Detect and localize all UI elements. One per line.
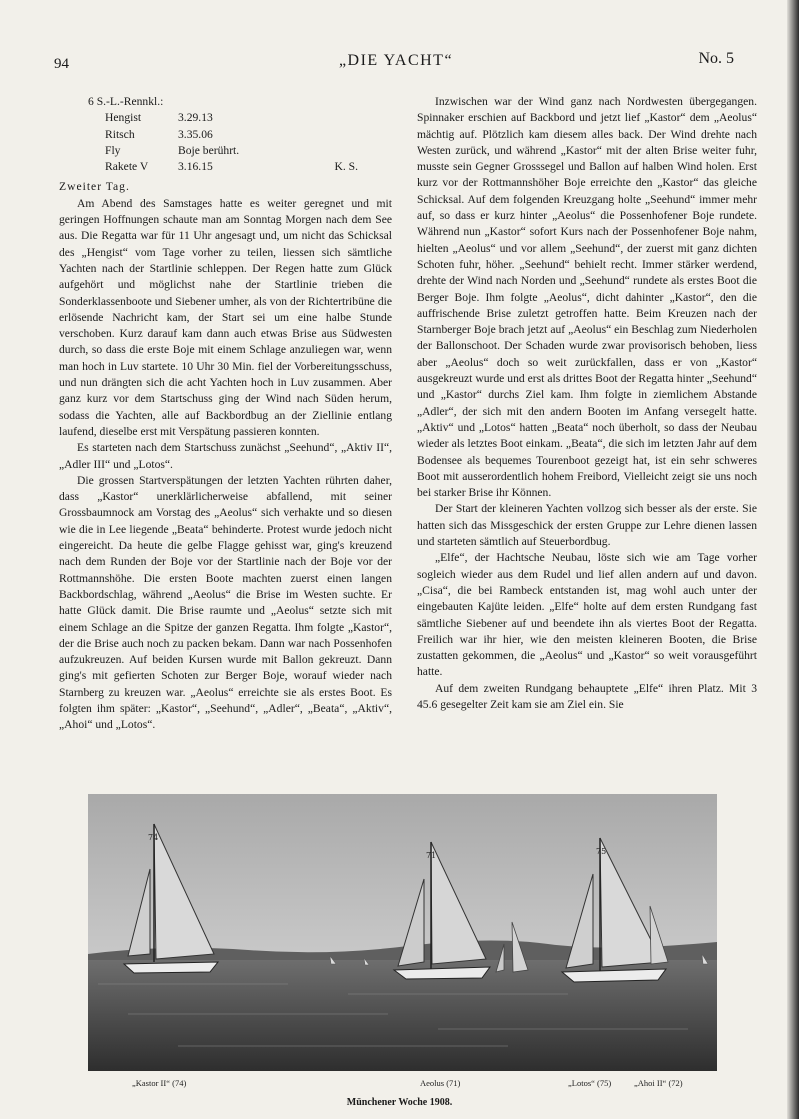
section-title: Zweiter Tag. <box>59 180 130 194</box>
result-value: 3.35.06 <box>178 127 213 141</box>
caption-lotos: „Lotos“ (75) <box>568 1078 612 1088</box>
running-title: „DIE YACHT“ <box>338 52 454 69</box>
left-column <box>59 94 392 734</box>
page-binding-shadow <box>787 0 799 1119</box>
regatta-photograph <box>88 794 717 1071</box>
result-name: Fly <box>105 143 121 157</box>
paragraph: „Elfe“, der Hachtsche Neubau, löste sich wie am Tage vorher sogleich wieder aus dem Rudel und lief allen andern auf und davon. „Cisa“, die bei Rambeck entstanden ist, mag wohl auch unter der eingebauten Kajüte leiden. „Elfe“ holte auf dem ersten Rundgang fast sämtliche Siebener auf und beendete ihn als viertes Boot der Regatta. Freilich war ihr hier, wie den meisten kleineren Booten, die Brise zustatten gekommen, die „Aeolus“ und „Kastor“ so weit vorausgeführt hatte. <box>417 551 757 679</box>
result-row <box>59 110 392 126</box>
sail-number: 71 <box>426 851 437 860</box>
paragraph: Am Abend des Samstages hatte es weiter geregnet und mit geringen Hoffnungen schaute man am Sonntag Morgen nach dem See aus. Die Regatta war für 11 Uhr angesagt und, um nicht das Schicksal des „Hengist“ vom Tage vorher zu teilen, liessen sich sämtliche Yachten nach der Startlinie schleppen. Der Regen hatte zum Glück aufgehört und möglichst nahe der Startlinie trieben die Sonderklassenboote und Siebener umher, als von der Richtertribüne die erlösende Nachricht kam, der Start sei um eine halbe Stunde verschoben. Kurz darauf kam dann auch etwas Brise aus Südwesten durch, so dass die erste Boje mit einem Schlage anzuliegen war, wenn man hoch in Luv startete. 10 Uhr 30 Min. fiel der Vorbereitungsschuss, und nun drängten sich die acht Yachten hoch in Luv zusammen. Aber ganz kurz vor dem Startschuss ging der Wind nach Süden herum, sodass die Yachten, alle auf Backbordbug an der Ziellinie entlang laufend, dieselbe erst mit Verspätung passieren konnten. <box>59 196 392 438</box>
photo-captions <box>88 1078 717 1092</box>
paragraph: Inzwischen war der Wind ganz nach Nordwesten übergegangen. Spinnaker erschien auf Backbord und jetzt lief „Kastor“ dem „Aeolus“ mächtig auf. Plötzlich kam diesem alles back. Der Wind drehte nach Westen zurück, und während „Kastor“ mit der alten Brise weiter fuhr, musste sein Gegner Grosssegel und Ballon auf halben Wind holen. Erst kurz vor der Rottmannshöher Boje erreichte den „Kastor“ das gleiche Schicksal. Auf dem folgenden Kreuzgang holte „Seehund“ immer mehr auf, so dass er kurz hinter „Aeolus“ die Possenhofener Boje rundete. Während nun „Kastor“ sofort Kurs nach der Possenhofener Boje nahm, hielten „Aeolus“ und vor allem „Seehund“, der zuerst mit ganz dichten Schoten fuhr, höher. „Seehund“ behielt recht. Immer stärker werdend, drehte der Wind nach Norden und „Seehund“ rundete als erstes Boot die Berger Boje. Ihm folgte „Aeolus“, dicht dahinter „Kastor“, den die auffrischende Brise zuletzt getroffen hatte. Beim Kreuzen nach der Starnberger Boje brach jetzt auf „Aeolus“ ein Beschlag zum Niederholen der Ballonschoot. Der Schaden wurde zwar provisorisch behoben, liess aber „Aeolus“ doch so weit zurückfallen, dass er von „Kastor“ ausgekreuzt wurde und erst als drittes Boot der Regatta hinter „Seehund“ und „Kastor“ durchs Ziel kam. Ihm folgte in ziemlichem Abstande „Adler“, der sich mit den andern Booten im Anfang versegelt hatte. „Aktiv“ und „Lotos“ hatten „Beata“ noch überholt, so dass der Neubau wieder als letztes Boot einkam. „Beata“, die sich im letzten Jahr auf dem Bodensee als bequemes Tourenboot gezeigt hat, ist ein sehr schweres Boot mit ausserordentlich hohem Freibord, Vielleicht zeigt sie uns noch bei starker Brise ihr Können. <box>417 95 757 500</box>
results-heading: 6 S.-L.-Rennkl.: <box>88 95 164 108</box>
author-initials: K. S. <box>334 160 358 174</box>
result-value: 3.29.13 <box>178 111 213 125</box>
paragraph: Auf dem zweiten Rundgang behauptete „Elfe“ ihren Platz. Mit 3 45.6 gesegelter Zeit kam sie am Ziel ein. Sie <box>417 681 757 711</box>
paragraph: Die grossen Startverspätungen der letzten Yachten rührten daher, dass „Kastor“ unerklärlicherweise abfallend, mit seiner Grossbaumnock am Vorstag des „Aeolus“ sich verhakte und so diesen wie die in Lee liegende „Beata“ behinderte. Protest wurde jedoch nicht eingereicht. Da heute die gelbe Flagge gehisst war, ging's kreuzend nach dem Runden der Boje vor der Startlinie nach der Boje vor der Rottmannshöhe. Die ersten Boote machten zuerst einen langen Backbordschlag, während „Aeolus“ die Brise im Westen suchte. Er hatte Glück damit. Die Brise raumte und „Aeolus“ setzte sich mit einem Schlage an die Spitze der ganzen Regatta. Ihm folgte „Kastor“, der die Brise auch noch zu packen bekam. Dann war nach Possenhofen aufzukreuzen. Auf beiden Kursen wurde mit Ballon gekreuzt. Dann ging's mit gefierten Schoten zur Berger Boje, worauf wieder nach Starnberg zu kreuzen war. „Aeolus“ erreichte sie als erstes Boot. Es folgten ihm später: „Kastor“, „Seehund“, „Adler“, „Beata“, „Aktiv“, „Ahoi“ und „Lotos“. <box>59 473 392 732</box>
caption-ahoi: „Ahoi II“ (72) <box>634 1078 683 1088</box>
result-name: Rakete V <box>105 160 149 174</box>
result-row <box>59 159 392 175</box>
paragraph: Der Start der kleineren Yachten vollzog sich besser als der erste. Sie hatten sich das Missgeschick der ersten Gruppe zur Lehre dienen lassen und starteten sämtlich auf Steuerbordbug. <box>417 502 757 549</box>
result-row <box>59 127 392 143</box>
sailboats-illustration <box>88 794 717 1071</box>
issue-number: No. 5 <box>698 50 734 67</box>
page-header <box>52 50 740 74</box>
result-value: Boje berührt. <box>178 143 240 157</box>
footer-caption: Münchener Woche 1908. <box>346 1097 453 1108</box>
sail-number: 75 <box>596 847 607 856</box>
results-table <box>59 94 392 175</box>
caption-aeolus: Aeolus (71) <box>420 1078 461 1088</box>
caption-kastor: „Kastor II“ (74) <box>132 1078 187 1088</box>
result-value: 3.16.15 <box>178 160 213 174</box>
result-name: Ritsch <box>105 127 135 141</box>
page-number: 94 <box>54 56 69 72</box>
sail-number: 74 <box>148 833 159 842</box>
result-name: Hengist <box>105 111 142 125</box>
right-column <box>417 94 757 713</box>
result-row <box>59 143 392 159</box>
paragraph: Es starteten nach dem Startschuss zunächst „Seehund“, „Aktiv II“, „Adler III“ und „Lotos“. <box>59 441 392 471</box>
